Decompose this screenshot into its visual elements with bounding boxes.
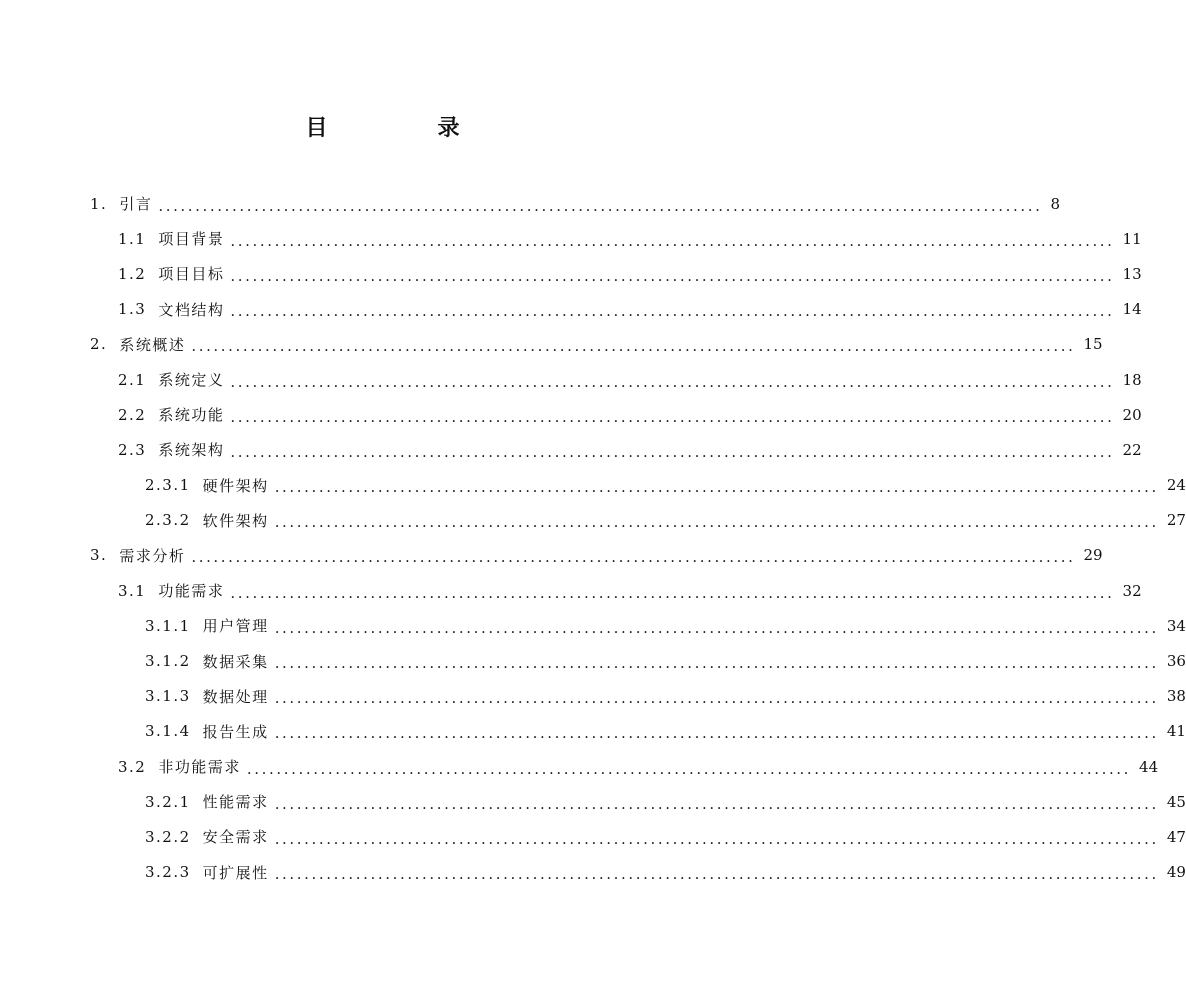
toc-entry-page: 36 <box>1166 652 1186 671</box>
toc-entry-number: 3.1.2 <box>145 652 191 671</box>
toc-entry-title: 系统定义 <box>158 371 225 390</box>
toc-leader-dots: ........................................................................................................................ <box>158 196 1043 215</box>
toc-entry-title: 软件架构 <box>202 511 269 530</box>
toc-entry-number: 1.1 <box>118 229 147 248</box>
table-of-contents <box>0 186 1186 890</box>
toc-entry[interactable] <box>0 327 1103 362</box>
toc-entry-page: 18 <box>1122 370 1142 389</box>
toc-entry-title: 报告生成 <box>202 722 269 741</box>
toc-entry-page: 11 <box>1122 229 1142 248</box>
toc-entry-page: 32 <box>1122 581 1142 600</box>
toc-entry-page: 41 <box>1166 722 1186 741</box>
toc-entry-title: 非功能需求 <box>158 758 241 777</box>
toc-entry[interactable] <box>0 292 1142 327</box>
toc-leader-dots: ........................................................................................................................ <box>274 794 1159 813</box>
toc-leader-dots: ........................................................................................................................ <box>230 442 1115 461</box>
toc-entry-page: 44 <box>1139 757 1159 776</box>
toc-entry[interactable] <box>0 714 1186 749</box>
toc-entry-number: 3.2 <box>118 757 147 776</box>
toc-leader-dots: ........................................................................................................................ <box>274 654 1159 673</box>
toc-entry-number: 1.2 <box>118 264 147 283</box>
toc-entry[interactable] <box>0 432 1142 467</box>
toc-entry-number: 3.1.3 <box>145 687 191 706</box>
toc-entry-number: 1. <box>90 194 108 213</box>
toc-leader-dots: ........................................................................................................................ <box>230 266 1115 285</box>
toc-entry-number: 2.1 <box>118 370 147 389</box>
toc-entry-page: 22 <box>1122 440 1142 459</box>
toc-entry-number: 3.1 <box>118 581 147 600</box>
toc-leader-dots: ........................................................................................................................ <box>191 548 1076 567</box>
toc-entry-title: 功能需求 <box>158 582 225 601</box>
toc-entry-page: 34 <box>1166 616 1186 635</box>
toc-leader-dots: ........................................................................................................................ <box>274 689 1159 708</box>
toc-leader-dots: ........................................................................................................................ <box>274 478 1159 497</box>
toc-entry-title: 系统架构 <box>158 441 225 460</box>
toc-leader-dots: ........................................................................................................................ <box>274 724 1159 743</box>
toc-entry[interactable] <box>0 784 1186 819</box>
toc-entry-number: 3.1.1 <box>145 616 191 635</box>
toc-entry[interactable] <box>0 643 1186 678</box>
toc-entry-title: 性能需求 <box>202 793 269 812</box>
toc-entry[interactable] <box>0 749 1159 784</box>
toc-leader-dots: ........................................................................................................................ <box>230 407 1115 426</box>
toc-entry-number: 3.2.1 <box>145 792 191 811</box>
toc-entry-number: 2.3.2 <box>145 511 191 530</box>
toc-entry-page: 15 <box>1083 335 1103 354</box>
toc-entry-page: 27 <box>1166 511 1186 530</box>
toc-entry[interactable] <box>0 855 1186 890</box>
toc-entry-title: 引言 <box>119 195 153 214</box>
toc-leader-dots: ........................................................................................................................ <box>230 372 1115 391</box>
toc-leader-dots: ........................................................................................................................ <box>230 302 1115 321</box>
toc-entry-number: 1.3 <box>118 300 147 319</box>
toc-entry-number: 2. <box>90 335 108 354</box>
toc-entry-number: 3.1.4 <box>145 722 191 741</box>
toc-entry-title: 数据采集 <box>202 652 269 671</box>
toc-entry-number: 2.3 <box>118 440 147 459</box>
toc-leader-dots: ........................................................................................................................ <box>274 513 1159 532</box>
toc-entry[interactable] <box>0 819 1186 854</box>
toc-entry-page: 38 <box>1166 687 1186 706</box>
toc-entry[interactable] <box>0 608 1186 643</box>
toc-entry[interactable] <box>0 186 1061 221</box>
toc-entry-title: 硬件架构 <box>202 476 269 495</box>
toc-entry-title: 项目背景 <box>158 230 225 249</box>
toc-entry-page: 45 <box>1166 792 1186 811</box>
toc-entry-number: 3. <box>90 546 108 565</box>
toc-entry-title: 用户管理 <box>202 617 269 636</box>
toc-leader-dots: ........................................................................................................................ <box>274 865 1159 884</box>
toc-entry-title: 需求分析 <box>119 546 186 565</box>
toc-entry-title: 系统功能 <box>158 406 225 425</box>
toc-entry-number: 2.3.1 <box>145 476 191 495</box>
toc-entry[interactable] <box>0 221 1142 256</box>
toc-entry-title: 数据处理 <box>202 687 269 706</box>
toc-entry-page: 29 <box>1083 546 1103 565</box>
toc-leader-dots: ........................................................................................................................ <box>191 337 1076 356</box>
toc-leader-dots: ........................................................................................................................ <box>246 759 1132 778</box>
toc-leader-dots: ........................................................................................................................ <box>230 231 1115 250</box>
toc-entry[interactable] <box>0 362 1142 397</box>
toc-leader-dots: ........................................................................................................................ <box>274 829 1159 848</box>
toc-entry[interactable] <box>0 503 1186 538</box>
toc-entry[interactable] <box>0 468 1186 503</box>
toc-entry-page: 13 <box>1122 264 1142 283</box>
toc-entry-number: 3.2.2 <box>145 827 191 846</box>
toc-entry-number: 2.2 <box>118 405 147 424</box>
toc-entry-page: 47 <box>1166 827 1186 846</box>
toc-entry-number: 3.2.3 <box>145 863 191 882</box>
toc-entry-page: 24 <box>1166 476 1186 495</box>
toc-entry-page: 49 <box>1166 863 1186 882</box>
toc-entry-page: 14 <box>1122 300 1142 319</box>
toc-entry-title: 可扩展性 <box>202 863 269 882</box>
toc-entry[interactable] <box>0 679 1186 714</box>
toc-entry-title: 文档结构 <box>158 300 225 319</box>
toc-entry-title: 项目目标 <box>158 265 225 284</box>
toc-entry-page: 8 <box>1050 194 1061 213</box>
toc-leader-dots: ........................................................................................................................ <box>274 618 1159 637</box>
page-title: 目 录 <box>305 115 504 141</box>
toc-entry[interactable] <box>0 256 1142 291</box>
toc-entry-title: 系统概述 <box>119 335 186 354</box>
toc-entry-page: 20 <box>1122 405 1142 424</box>
toc-entry[interactable] <box>0 538 1103 573</box>
toc-entry-title: 安全需求 <box>202 828 269 847</box>
toc-entry[interactable] <box>0 397 1142 432</box>
toc-entry[interactable] <box>0 573 1142 608</box>
toc-leader-dots: ........................................................................................................................ <box>230 583 1115 602</box>
